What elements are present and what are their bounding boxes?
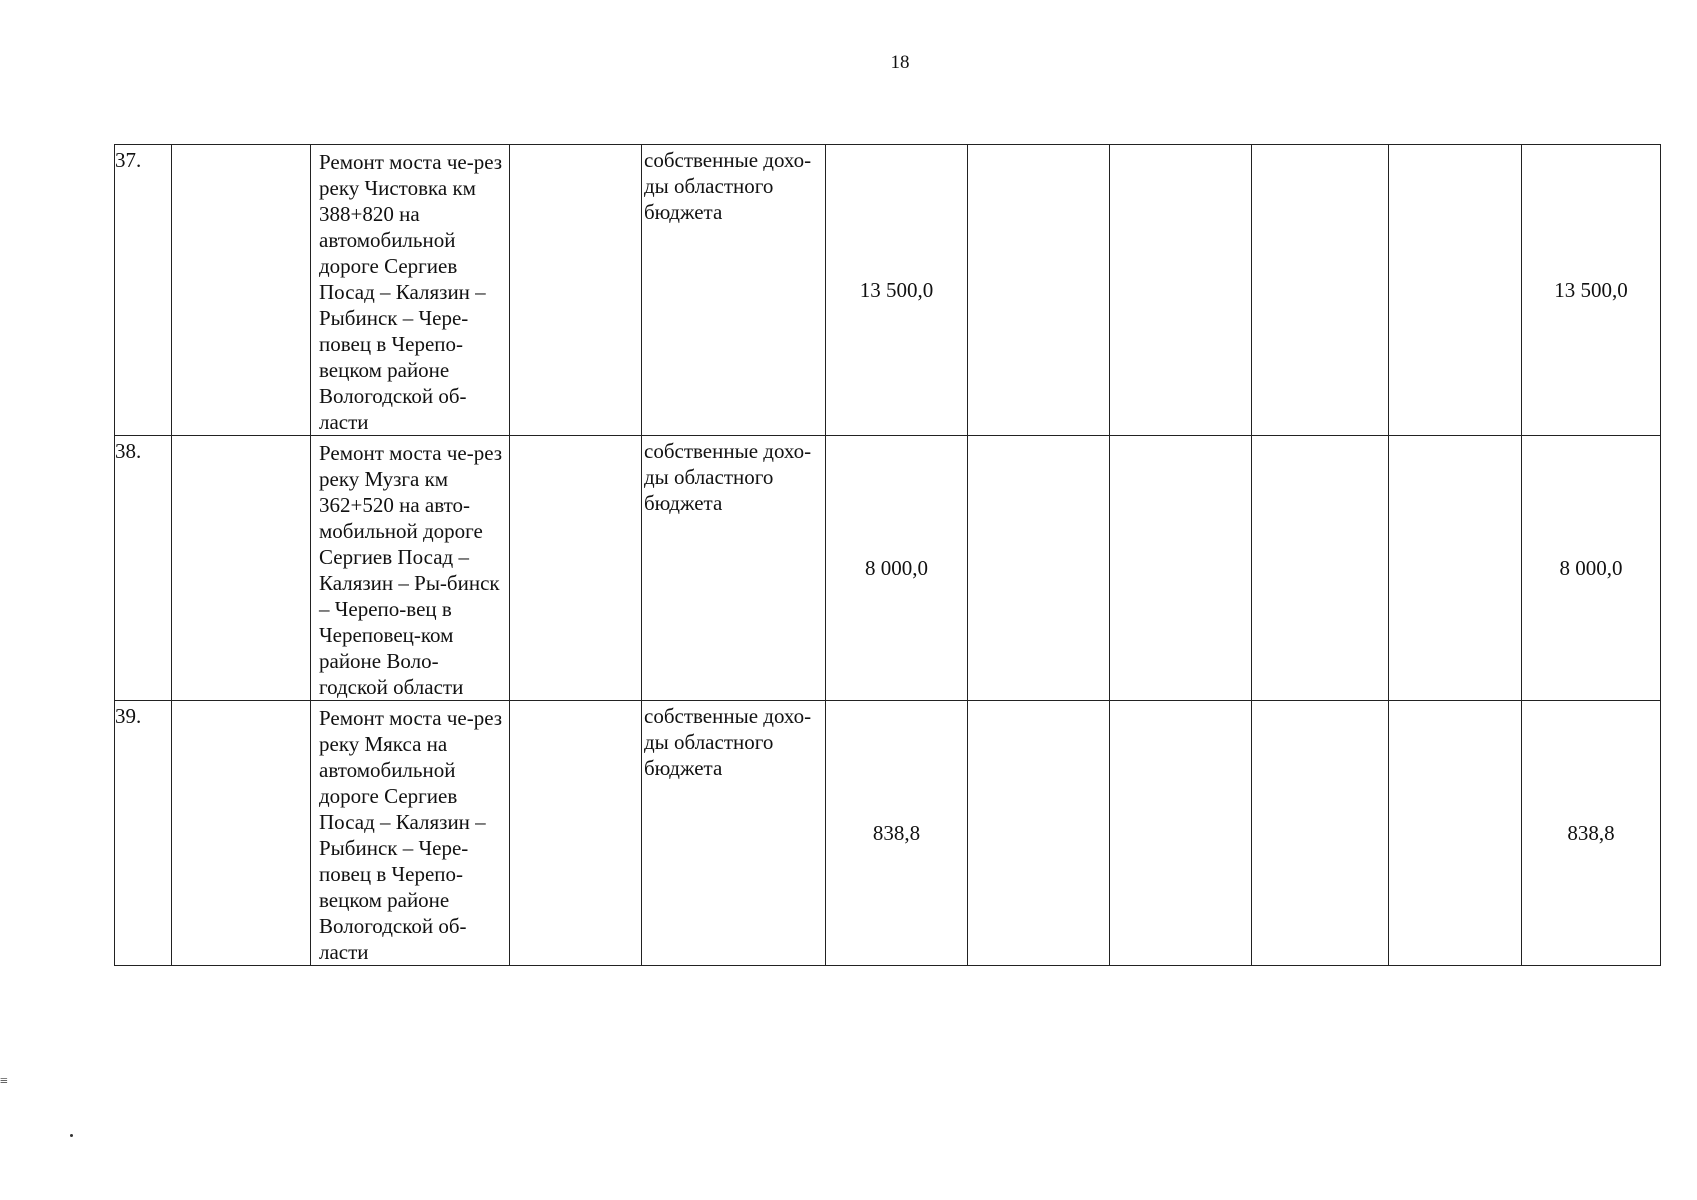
empty-cell — [172, 436, 311, 701]
object-description: Ремонт моста че-рез реку Мякса на автомобильной дороге Сергиев Посад – Калязин – Рыбинск – Чере-повец в Черепо-вецком районе Вологодской об-ласти — [311, 701, 510, 966]
empty-cell — [172, 145, 311, 436]
funding-source: собственные дохо-ды областного бюджета — [642, 436, 826, 701]
empty-cell — [1252, 145, 1389, 436]
empty-cell — [968, 701, 1110, 966]
row-number: 39. — [115, 701, 172, 966]
funding-source: собственные дохо-ды областного бюджета — [642, 145, 826, 436]
object-description: Ремонт моста че-рез реку Музга км 362+520 на авто-мобильной дороге Сергиев Посад – Калязин – Ры-бинск – Черепо-вец в Череповец-ком районе Воло-годской области — [311, 436, 510, 701]
empty-cell — [510, 436, 642, 701]
row-number: 38. — [115, 436, 172, 701]
empty-cell — [968, 145, 1110, 436]
table-row — [115, 145, 1661, 436]
year-amount: 8 000,0 — [1522, 436, 1661, 701]
table-row — [115, 436, 1661, 701]
empty-cell — [1389, 436, 1522, 701]
object-description: Ремонт моста че-рез реку Чистовка км 388+820 на автомобильной дороге Сергиев Посад – Калязин – Рыбинск – Чере-повец в Черепо-вецком районе Вологодской об-ласти — [311, 145, 510, 436]
empty-cell — [1389, 145, 1522, 436]
empty-cell — [1110, 436, 1252, 701]
empty-cell — [1110, 701, 1252, 966]
funding-source: собственные дохо-ды областного бюджета — [642, 701, 826, 966]
scan-speck — [70, 1134, 73, 1137]
empty-cell — [510, 701, 642, 966]
total-amount: 13 500,0 — [826, 145, 968, 436]
page-number: 18 — [890, 52, 910, 73]
margin-scan-mark: ≡ — [0, 1074, 8, 1089]
total-amount: 8 000,0 — [826, 436, 968, 701]
empty-cell — [968, 436, 1110, 701]
empty-cell — [1252, 436, 1389, 701]
empty-cell — [1110, 145, 1252, 436]
empty-cell — [510, 145, 642, 436]
total-amount: 838,8 — [826, 701, 968, 966]
empty-cell — [1389, 701, 1522, 966]
year-amount: 13 500,0 — [1522, 145, 1661, 436]
year-amount: 838,8 — [1522, 701, 1661, 966]
empty-cell — [1252, 701, 1389, 966]
empty-cell — [172, 701, 311, 966]
budget-table — [114, 144, 1661, 966]
row-number: 37. — [115, 145, 172, 436]
table-row — [115, 701, 1661, 966]
